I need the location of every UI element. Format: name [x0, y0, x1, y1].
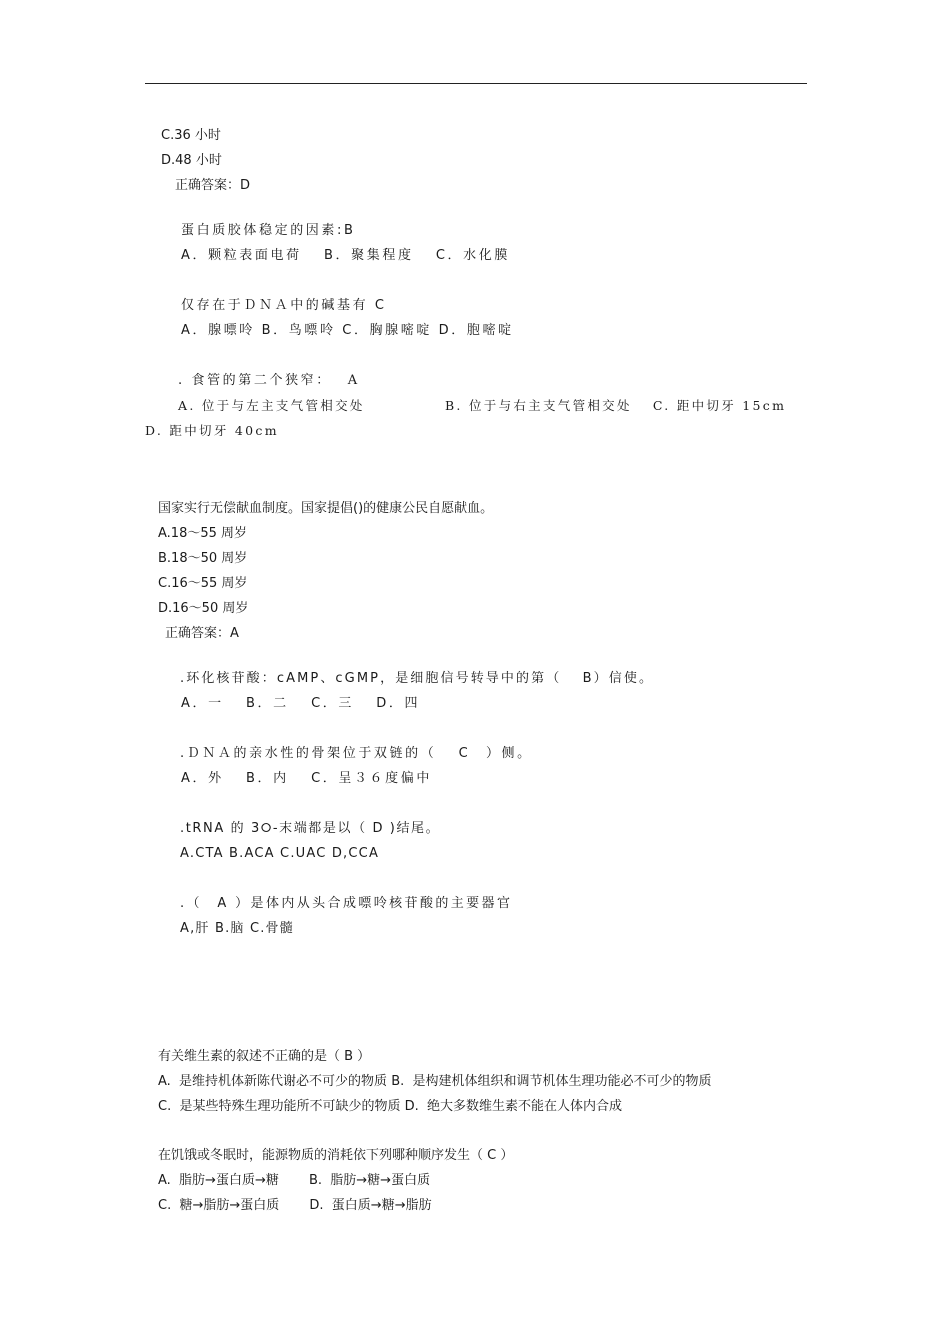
hunger-question: 在饥饿或冬眠时，能源物质的消耗依下列哪种顺序发生（ C ） [158, 1148, 514, 1163]
prev-option-c: C.36 小时 [161, 128, 221, 143]
esophagus-options-line2: D. 距中切牙 40cm [145, 423, 279, 438]
purine-question: .（ A ）是体内从头合成嘌呤核苷酸的主要器官 [180, 896, 513, 911]
blood-answer: 正确答案：A [165, 626, 239, 641]
prev-answer: 正确答案：D [175, 178, 251, 193]
trna-question: .tRNA 的 3⭘-末端都是以（ D )结尾。 [180, 821, 441, 836]
prev-option-d: D.48 小时 [161, 153, 222, 168]
purine-options: A,肝 B.脑 C.骨髓 [180, 921, 294, 936]
dna-base-options: A．腺嘌呤 B．鸟嘌呤 C．胸腺嘧啶 D．胞嘧啶 [181, 323, 514, 338]
dna-base-question: 仅存在于ＤＮＡ中的碱基有 C [181, 298, 387, 313]
esophagus-question: . 食管的第二个狭窄： A [178, 373, 360, 388]
dna-backbone-question: .ＤＮＡ的亲水性的骨架位于双链的（ C ）侧。 [180, 746, 533, 761]
blood-option-b: B.18～50 周岁 [158, 551, 248, 566]
colloid-question: 蛋白质胶体稳定的因素:B [181, 223, 356, 238]
header-rule [145, 83, 807, 84]
hunger-options-line1: A. 脂肪→蛋白质→糖 B. 脂肪→糖→蛋白质 [158, 1173, 431, 1188]
blood-question: 国家实行无偿献血制度。国家提倡()的健康公民自愿献血。 [158, 501, 494, 516]
camp-question: .环化核苷酸：cAMP、cGMP，是细胞信号转导中的第（ B）信使。 [180, 671, 655, 686]
esophagus-options-line1: A. 位于与左主支气管相交处 B. 位于与右主支气管相交处 C. 距中切牙 15cm [178, 398, 787, 413]
vitamin-options-line1: A. 是维持机体新陈代谢必不可少的物质 B. 是构建机体组织和调节机体生理功能必不可少的物质 [158, 1074, 712, 1089]
trna-options: A.CTA B.ACA C.UAC D,CCA [180, 846, 380, 861]
camp-options: A．一 B．二 C．三 D．四 [181, 696, 421, 711]
vitamin-options-line2: C. 是某些特殊生理功能所不可缺少的物质 D. 绝大多数维生素不能在人体内合成 [158, 1099, 623, 1114]
blood-option-a: A.18～55 周岁 [158, 526, 248, 541]
colloid-options: A．颗粒表面电荷 B．聚集程度 C．水化膜 [181, 248, 510, 263]
vitamin-question: 有关维生素的叙述不正确的是（ B ） [158, 1049, 371, 1064]
blood-option-d: D.16～50 周岁 [158, 601, 249, 616]
hunger-options-line2: C. 糖→脂肪→蛋白质 D. 蛋白质→糖→脂肪 [158, 1198, 432, 1213]
blood-option-c: C.16～55 周岁 [158, 576, 248, 591]
dna-backbone-options: A．外 B．内 C．呈３６度偏中 [181, 771, 432, 786]
